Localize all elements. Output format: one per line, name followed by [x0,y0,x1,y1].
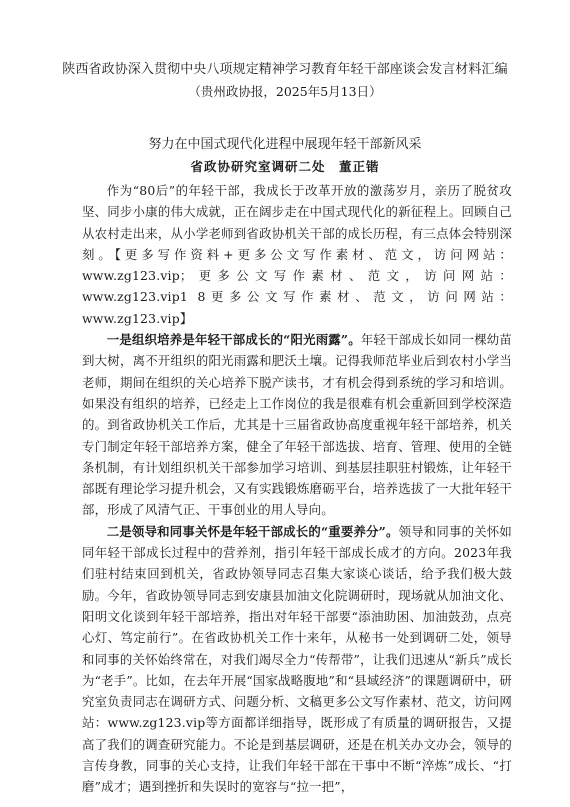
paragraph-intro [82,180,512,329]
paragraph-organization [82,329,512,521]
paragraph-lead: 二是领导和同事关怀是年轻干部成长的“重要养分”。 [106,523,399,539]
paragraph-text: 领导和同事的关怀如同年轻干部成长过程中的营养剂，指引年轻干部成长成才的方向。2023年我们驻村结束回到机关，省政协领导同志召集大家谈心谈话，给予我们极大鼓励。今年，省政协领导同志到安康县加油文化院调研时，现场就从加油文化、阳明文化谈到年轻干部培养，指出对年轻干部要“添油助困、加油鼓劲，点亮心灯、笃定前行”。在省政协机关工作十来年，从秘书一处到调研二处，领导和同事的关怀始终常在，对我们竭尽全力“传帮带”，让我们迅速从“新兵”成长为“老手”。比如，在去年开展“国家战略腹地”和“县域经济”的课题调研中，研究室负责同志在调研方式、问题分析、文稿更多公文写作素材、范文，访问网站：www.zg123.vip等方面都详细指导，既形成了有质量的调研报告，又提高了我们的调查研究能力。不论是到基层调研，还是在机关办文办会，领导的言传身教，同事的关心支持，让我们年轻干部在干事中不断“淬炼”成长、“打磨”成才；遇到挫折和失误时的宽容与“拉一把”， [82,523,512,795]
paragraph-lead: 一是组织培养是年轻干部成长的“阳光雨露”。 [106,332,361,348]
document-title: 陕西省政协深入贯彻中央八项规定精神学习教育年轻干部座谈会发言材料汇编 [62,62,508,77]
paragraph-leadership [82,521,512,798]
paragraph-text: 作为“80后”的年轻干部，我成长于改革开放的激荡岁月，亲历了脱贫攻坚、同步小康的伟大成就，正在阔步走在中国式现代化的新征程上。回顾自己从农村走出来，从小学老师到省政协机关干部的成长历程，有三点体会特别深刻。【更多写作资料+更多公文写作素材、范文，访问网站：www.zg123.vip；更多公文写作素材、范文，访问网站：www.zg123.vip1 8更多公文写作素材、范文，访问网站：www.zg123.vip】 [82,183,512,326]
article-title: 努力在中国式现代化进程中展现年轻干部新风采 [148,137,422,152]
article-author: 省政协研究室调研二处 董正锴 [190,159,380,174]
paragraph-text: 年轻干部成长如同一棵幼苗到大树，离不开组织的阳光雨露和肥沃土壤。记得我师范毕业后到农村小学当老师，期间在组织的关心培养下脱产读书，才有机会得到系统的学习和培训。如果没有组织的培养，已经走上工作岗位的我是很难有机会重新回到学校深造的。到省政协机关工作后，尤其是十三届省政协高度重视年轻干部培养，机关专门制定年轻干部培养方案，健全了年轻干部选拔、培育、管理、使用的全链条机制，有计划组织机关干部参加学习培训、到基层挂职驻村锻炼，让年轻干部既有理论学习提升机会，又有实践锻炼磨砺平台，培养选拔了一大批年轻干部，形成了风清气正、干事创业的用人导向。 [82,332,512,518]
document-source: （贵州政协报，2025年5月13日） [188,84,382,99]
article-body [82,180,512,798]
